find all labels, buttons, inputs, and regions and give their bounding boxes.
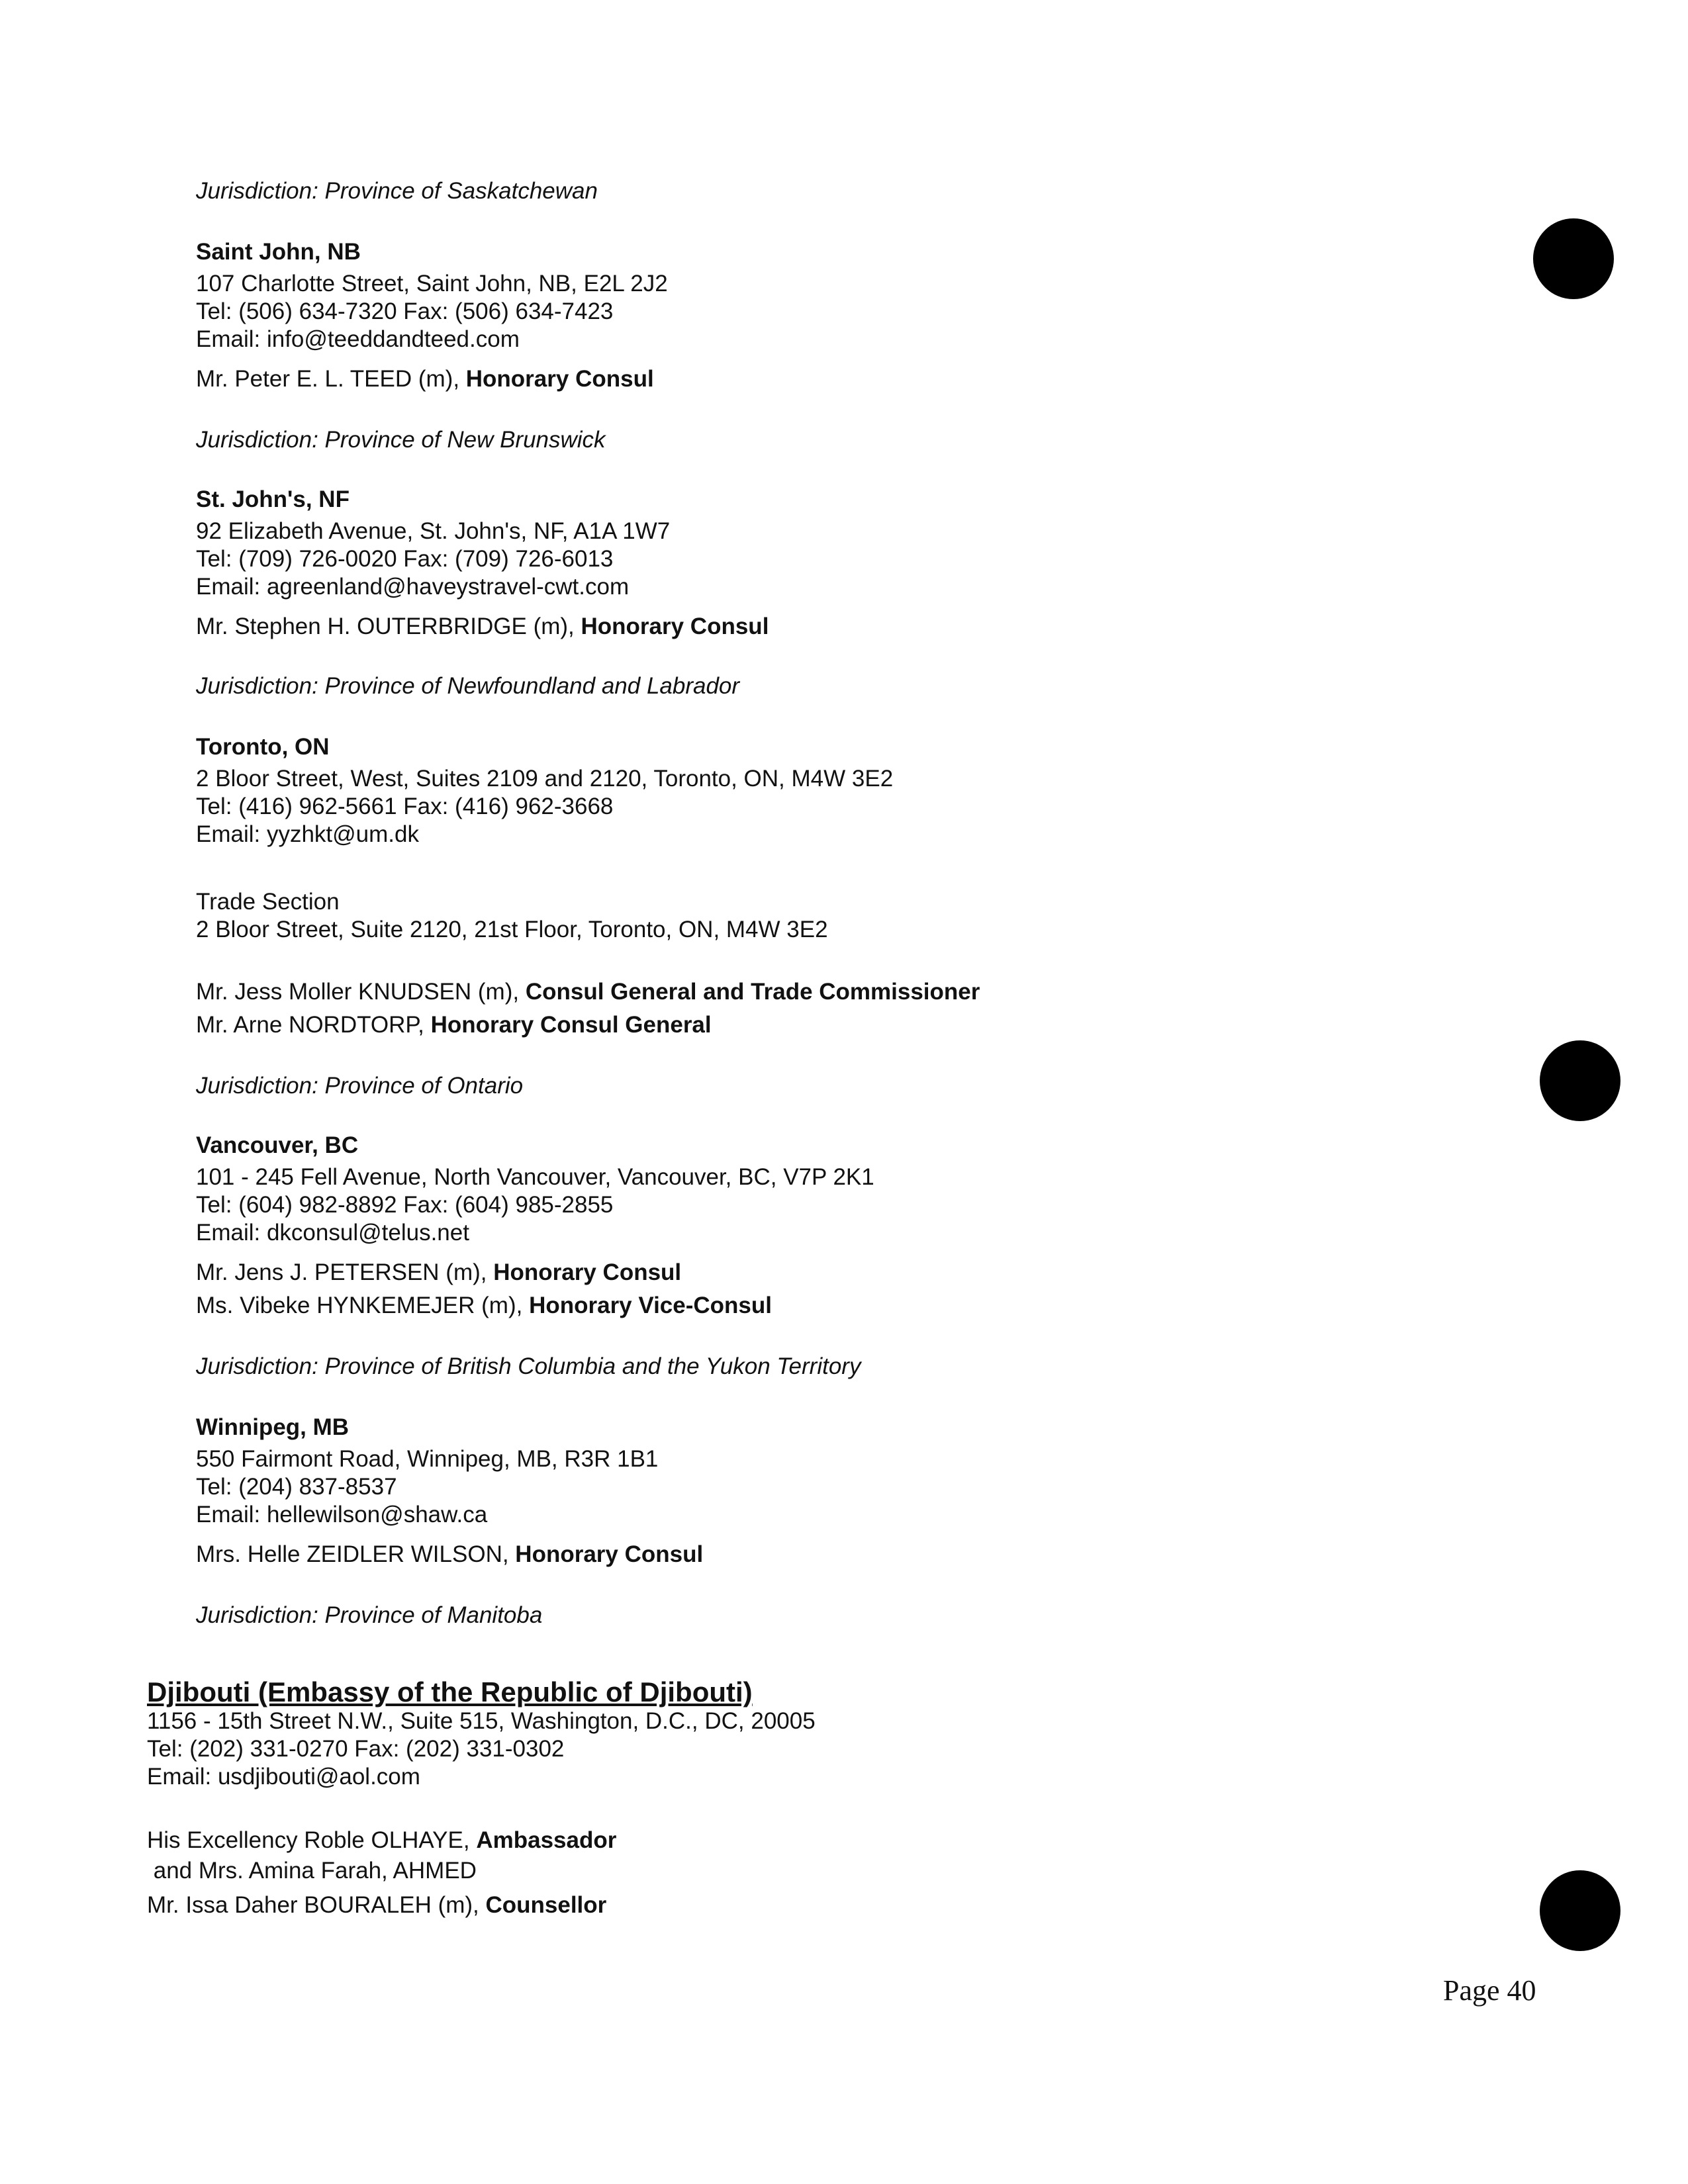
consulate-address: 2 Bloor Street, West, Suites 2109 and 2120, Toronto, ON, M4W 3E2 xyxy=(196,766,894,792)
consulate-city-toronto: Toronto, ON xyxy=(196,734,330,760)
consulate-city-winnipeg: Winnipeg, MB xyxy=(196,1414,350,1440)
consulate-tel-fax: Tel: (204) 837-8537 xyxy=(196,1474,397,1500)
jurisdiction-saskatchewan: Jurisdiction: Province of Saskatchewan xyxy=(196,178,598,204)
official-name: Mr. Jess Moller KNUDSEN (m), xyxy=(196,979,526,1005)
consulate-jurisdiction: Jurisdiction: Province of Manitoba xyxy=(196,1602,543,1628)
consulate-city-saint-john: Saint John, NB xyxy=(196,239,361,265)
official-name: Mr. Stephen H. OUTERBRIDGE (m), xyxy=(196,614,581,639)
consulate-address: 550 Fairmont Road, Winnipeg, MB, R3R 1B1 xyxy=(196,1446,659,1472)
embassy-official-spouse xyxy=(147,1857,477,1885)
official-title: Counsellor xyxy=(485,1892,607,1918)
page-number: Page 40 xyxy=(1443,1974,1536,2007)
official-name: His Excellency Roble OLHAYE, xyxy=(147,1827,477,1853)
official-title: Consul General and Trade Commissioner xyxy=(525,979,980,1005)
consulate-city-st-johns: St. John's, NF xyxy=(196,486,350,512)
embassy-address: 1156 - 15th Street N.W., Suite 515, Washington, D.C., DC, 20005 xyxy=(147,1708,816,1734)
consulate-email: Email: hellewilson@shaw.ca xyxy=(196,1502,488,1527)
official-name: Mr. Arne NORDTORP, xyxy=(196,1012,431,1038)
official-title: Honorary Consul xyxy=(515,1541,704,1567)
official-title: Ambassador xyxy=(476,1827,617,1853)
official-name: Mr. Jens J. PETERSEN (m), xyxy=(196,1259,494,1285)
official-title: Honorary Consul xyxy=(465,366,654,392)
official-name: Ms. Vibeke HYNKEMEJER (m), xyxy=(196,1293,530,1318)
consulate-official xyxy=(196,978,980,1006)
consulate-official xyxy=(196,613,769,641)
consulate-jurisdiction: Jurisdiction: Province of Newfoundland and Labrador xyxy=(196,673,740,699)
consulate-official xyxy=(196,1541,703,1569)
consulate-tel-fax: Tel: (709) 726-0020 Fax: (709) 726-6013 xyxy=(196,546,614,572)
consulate-official xyxy=(196,1011,712,1039)
consulate-tel-fax: Tel: (604) 982-8892 Fax: (604) 985-2855 xyxy=(196,1192,614,1218)
official-name: Mr. Peter E. L. TEED (m), xyxy=(196,366,466,392)
consulate-official xyxy=(196,1292,772,1320)
consulate-tel-fax: Tel: (506) 634-7320 Fax: (506) 634-7423 xyxy=(196,298,614,324)
official-name: Mrs. Helle ZEIDLER WILSON, xyxy=(196,1541,516,1567)
official-title: Honorary Vice-Consul xyxy=(529,1293,772,1318)
consulate-city-vancouver: Vancouver, BC xyxy=(196,1132,359,1158)
official-name: and Mrs. Amina Farah, AHMED xyxy=(147,1858,477,1884)
trade-section-address: 2 Bloor Street, Suite 2120, 21st Floor, Toronto, ON, M4W 3E2 xyxy=(196,917,828,942)
punch-hole xyxy=(1533,218,1614,299)
punch-hole xyxy=(1540,1870,1620,1951)
official-title: Honorary Consul xyxy=(581,614,769,639)
embassy-tel-fax: Tel: (202) 331-0270 Fax: (202) 331-0302 xyxy=(147,1736,565,1762)
consulate-address: 107 Charlotte Street, Saint John, NB, E2L 2J2 xyxy=(196,271,668,296)
official-name: Mr. Issa Daher BOURALEH (m), xyxy=(147,1892,486,1918)
consulate-tel-fax: Tel: (416) 962-5661 Fax: (416) 962-3668 xyxy=(196,794,614,819)
consulate-email: Email: yyzhkt@um.dk xyxy=(196,821,419,847)
official-title: Honorary Consul General xyxy=(430,1012,712,1038)
consulate-jurisdiction: Jurisdiction: Province of British Columbia and the Yukon Territory xyxy=(196,1353,861,1379)
consulate-email: Email: info@teeddandteed.com xyxy=(196,326,520,352)
punch-hole xyxy=(1540,1040,1620,1121)
embassy-section-title: Djibouti (Embassy of the Republic of Djibouti) xyxy=(147,1676,753,1707)
consulate-official xyxy=(196,1259,681,1287)
consulate-jurisdiction: Jurisdiction: Province of Ontario xyxy=(196,1073,524,1099)
embassy-official xyxy=(147,1827,616,1854)
consulate-address: 101 - 245 Fell Avenue, North Vancouver, Vancouver, BC, V7P 2K1 xyxy=(196,1164,874,1190)
consulate-email: Email: agreenland@haveystravel-cwt.com xyxy=(196,574,630,600)
consulate-address: 92 Elizabeth Avenue, St. John's, NF, A1A 1W7 xyxy=(196,518,671,544)
embassy-email: Email: usdjibouti@aol.com xyxy=(147,1764,420,1790)
official-title: Honorary Consul xyxy=(493,1259,682,1285)
consulate-email: Email: dkconsul@telus.net xyxy=(196,1220,469,1246)
embassy-official xyxy=(147,1891,606,1919)
consulate-jurisdiction: Jurisdiction: Province of New Brunswick xyxy=(196,427,606,453)
consulate-official xyxy=(196,365,654,393)
trade-section-label: Trade Section xyxy=(196,889,340,915)
